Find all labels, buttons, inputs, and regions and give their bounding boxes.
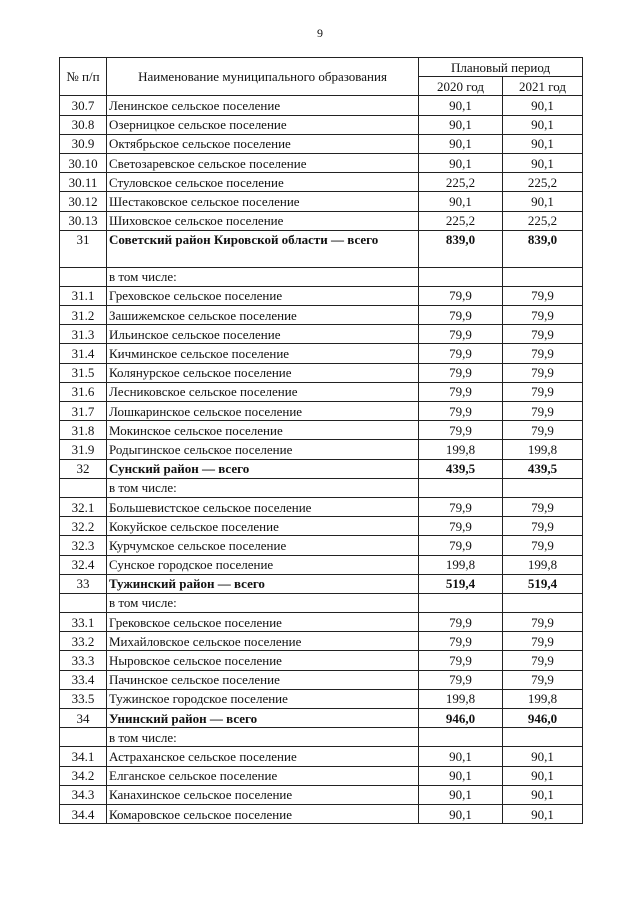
district-value-2020: 519,4 <box>419 574 503 593</box>
table-row <box>60 440 583 459</box>
row-name: Светозаревское сельское поселение <box>107 153 419 172</box>
row-value-2021: 79,9 <box>503 536 583 555</box>
row-value-2020: 90,1 <box>419 96 503 115</box>
row-name: Канахинское сельское поселение <box>107 785 419 804</box>
row-num: 34.2 <box>60 766 107 785</box>
row-num: 34.4 <box>60 804 107 823</box>
row-name: Тужинское городское поселение <box>107 689 419 708</box>
row-name: Зашижемское сельское поселение <box>107 306 419 325</box>
row-name: Михайловское сельское поселение <box>107 632 419 651</box>
row-value-2020: 79,9 <box>419 325 503 344</box>
row-num: 31.4 <box>60 344 107 363</box>
table-row <box>60 153 583 172</box>
row-value-2020: 199,8 <box>419 440 503 459</box>
table-row <box>60 363 583 382</box>
row-value-2021: 79,9 <box>503 306 583 325</box>
page-number: 9 <box>317 26 323 40</box>
row-value-2020: 79,9 <box>419 306 503 325</box>
row-value-2021: 79,9 <box>503 651 583 670</box>
row-num: 30.8 <box>60 115 107 134</box>
including-row <box>60 593 583 612</box>
table-row <box>60 192 583 211</box>
header-name: Наименование муниципального образования <box>107 58 419 96</box>
district-total-row <box>60 574 583 593</box>
row-value-2021: 79,9 <box>503 613 583 632</box>
row-value-2020: 79,9 <box>419 286 503 305</box>
row-name: Родыгинское сельское поселение <box>107 440 419 459</box>
district-total-row <box>60 459 583 478</box>
row-value-2020: 90,1 <box>419 804 503 823</box>
table-row <box>60 555 583 574</box>
row-value-2021: 199,8 <box>503 689 583 708</box>
table-row <box>60 497 583 516</box>
table-row <box>60 804 583 823</box>
district-value-2021: 439,5 <box>503 459 583 478</box>
district-value-2021: 839,0 <box>503 230 583 267</box>
row-num: 31.3 <box>60 325 107 344</box>
row-value-2020: 199,8 <box>419 555 503 574</box>
district-num: 31 <box>60 230 107 267</box>
district-num: 33 <box>60 574 107 593</box>
row-value-2021: 79,9 <box>503 382 583 401</box>
row-value-2021: 79,9 <box>503 402 583 421</box>
including-label: в том числе: <box>107 267 419 286</box>
district-total-row <box>60 230 583 267</box>
row-value-2020: 79,9 <box>419 632 503 651</box>
row-value-2020: 90,1 <box>419 192 503 211</box>
row-value-2021: 90,1 <box>503 804 583 823</box>
row-num: 33.4 <box>60 670 107 689</box>
row-num: 34.3 <box>60 785 107 804</box>
row-value-2020: 90,1 <box>419 766 503 785</box>
row-value-2021: 90,1 <box>503 785 583 804</box>
including-row <box>60 478 583 497</box>
row-name: Шестаковское сельское поселение <box>107 192 419 211</box>
row-value-2020: 79,9 <box>419 402 503 421</box>
row-value-2020: 225,2 <box>419 211 503 230</box>
row-num: 31.1 <box>60 286 107 305</box>
row-value-2020: 79,9 <box>419 517 503 536</box>
including-row <box>60 267 583 286</box>
row-value-2021: 199,8 <box>503 555 583 574</box>
row-value-2020: 90,1 <box>419 785 503 804</box>
including-label: в том числе: <box>107 728 419 747</box>
row-value-2020: 90,1 <box>419 747 503 766</box>
table-row <box>60 173 583 192</box>
row-name: Кичминское сельское поселение <box>107 344 419 363</box>
header-year-2020: 2020 год <box>419 77 503 96</box>
table-row <box>60 785 583 804</box>
row-value-2020: 199,8 <box>419 689 503 708</box>
row-value-2021: 79,9 <box>503 363 583 382</box>
table-row <box>60 115 583 134</box>
row-name: Сунское городское поселение <box>107 555 419 574</box>
row-name: Мокинское сельское поселение <box>107 421 419 440</box>
district-num: 34 <box>60 709 107 728</box>
table-row <box>60 517 583 536</box>
table-header-row <box>60 58 583 77</box>
budget-table <box>59 57 583 824</box>
row-value-2020: 79,9 <box>419 363 503 382</box>
row-value-2021: 90,1 <box>503 747 583 766</box>
row-value-2020: 79,9 <box>419 497 503 516</box>
row-num: 30.12 <box>60 192 107 211</box>
row-num: 32.1 <box>60 497 107 516</box>
district-value-2020: 839,0 <box>419 230 503 267</box>
row-value-2020: 90,1 <box>419 153 503 172</box>
row-value-2021: 90,1 <box>503 153 583 172</box>
district-name: Сунский район — всего <box>107 459 419 478</box>
row-value-2021: 225,2 <box>503 173 583 192</box>
table-row <box>60 134 583 153</box>
header-year-2021: 2021 год <box>503 77 583 96</box>
row-name: Большевистское сельское поселение <box>107 497 419 516</box>
row-name: Ленинское сельское поселение <box>107 96 419 115</box>
row-name: Курчумское сельское поселение <box>107 536 419 555</box>
row-name: Лесниковское сельское поселение <box>107 382 419 401</box>
row-num: 32.3 <box>60 536 107 555</box>
row-num: 34.1 <box>60 747 107 766</box>
header-period: Плановый период <box>419 58 583 77</box>
row-num: 30.13 <box>60 211 107 230</box>
row-num: 30.10 <box>60 153 107 172</box>
row-value-2021: 90,1 <box>503 192 583 211</box>
row-value-2020: 79,9 <box>419 670 503 689</box>
row-value-2021: 79,9 <box>503 344 583 363</box>
row-value-2020: 79,9 <box>419 613 503 632</box>
table-row <box>60 306 583 325</box>
row-value-2021: 79,9 <box>503 421 583 440</box>
including-row <box>60 728 583 747</box>
row-num: 33.5 <box>60 689 107 708</box>
row-name: Лошкаринское сельское поселение <box>107 402 419 421</box>
row-num: 32.2 <box>60 517 107 536</box>
table-row <box>60 421 583 440</box>
table-row <box>60 747 583 766</box>
row-value-2020: 79,9 <box>419 382 503 401</box>
row-num: 30.9 <box>60 134 107 153</box>
row-name: Кокуйское сельское поселение <box>107 517 419 536</box>
row-value-2020: 79,9 <box>419 421 503 440</box>
row-num: 31.2 <box>60 306 107 325</box>
row-name: Ныровское сельское поселение <box>107 651 419 670</box>
table-row <box>60 344 583 363</box>
row-value-2021: 90,1 <box>503 134 583 153</box>
row-num: 31.8 <box>60 421 107 440</box>
row-name: Грековское сельское поселение <box>107 613 419 632</box>
row-num: 31.5 <box>60 363 107 382</box>
row-num: 31.7 <box>60 402 107 421</box>
table-row <box>60 382 583 401</box>
district-value-2021: 519,4 <box>503 574 583 593</box>
row-num: 33.3 <box>60 651 107 670</box>
row-name: Октябрьское сельское поселение <box>107 134 419 153</box>
row-value-2021: 79,9 <box>503 517 583 536</box>
row-name: Комаровское сельское поселение <box>107 804 419 823</box>
row-name: Стуловское сельское поселение <box>107 173 419 192</box>
row-num: 33.1 <box>60 613 107 632</box>
row-name: Пачинское сельское поселение <box>107 670 419 689</box>
table-row <box>60 651 583 670</box>
district-total-row <box>60 709 583 728</box>
table-row <box>60 766 583 785</box>
row-value-2021: 79,9 <box>503 325 583 344</box>
district-value-2020: 439,5 <box>419 459 503 478</box>
table-row <box>60 689 583 708</box>
row-num: 31.9 <box>60 440 107 459</box>
header-num: № п/п <box>60 58 107 96</box>
row-name: Колянурское сельское поселение <box>107 363 419 382</box>
row-name: Елганское сельское поселение <box>107 766 419 785</box>
district-name: Советский район Кировской области — всего <box>107 230 419 267</box>
row-num: 33.2 <box>60 632 107 651</box>
district-value-2020: 946,0 <box>419 709 503 728</box>
table-row <box>60 286 583 305</box>
row-value-2021: 79,9 <box>503 670 583 689</box>
district-value-2021: 946,0 <box>503 709 583 728</box>
including-label: в том числе: <box>107 478 419 497</box>
row-value-2020: 79,9 <box>419 536 503 555</box>
row-value-2021: 79,9 <box>503 497 583 516</box>
row-name: Ильинское сельское поселение <box>107 325 419 344</box>
row-name: Озерницкое сельское поселение <box>107 115 419 134</box>
row-value-2020: 90,1 <box>419 134 503 153</box>
row-num: 30.7 <box>60 96 107 115</box>
including-label: в том числе: <box>107 593 419 612</box>
row-value-2020: 90,1 <box>419 115 503 134</box>
row-value-2020: 79,9 <box>419 344 503 363</box>
row-num: 32.4 <box>60 555 107 574</box>
table-row <box>60 536 583 555</box>
row-num: 31.6 <box>60 382 107 401</box>
row-value-2021: 79,9 <box>503 286 583 305</box>
district-num: 32 <box>60 459 107 478</box>
row-value-2020: 225,2 <box>419 173 503 192</box>
table-row <box>60 670 583 689</box>
district-name: Тужинский район — всего <box>107 574 419 593</box>
table-row <box>60 632 583 651</box>
table-row <box>60 211 583 230</box>
table-row <box>60 325 583 344</box>
district-name: Унинский район — всего <box>107 709 419 728</box>
table-row <box>60 402 583 421</box>
row-name: Шиховское сельское поселение <box>107 211 419 230</box>
table-row <box>60 96 583 115</box>
row-name: Греховское сельское поселение <box>107 286 419 305</box>
row-value-2021: 90,1 <box>503 96 583 115</box>
row-value-2021: 225,2 <box>503 211 583 230</box>
row-value-2021: 199,8 <box>503 440 583 459</box>
row-num: 30.11 <box>60 173 107 192</box>
row-value-2021: 79,9 <box>503 632 583 651</box>
row-value-2020: 79,9 <box>419 651 503 670</box>
row-value-2021: 90,1 <box>503 115 583 134</box>
table-row <box>60 613 583 632</box>
row-value-2021: 90,1 <box>503 766 583 785</box>
row-name: Астраханское сельское поселение <box>107 747 419 766</box>
